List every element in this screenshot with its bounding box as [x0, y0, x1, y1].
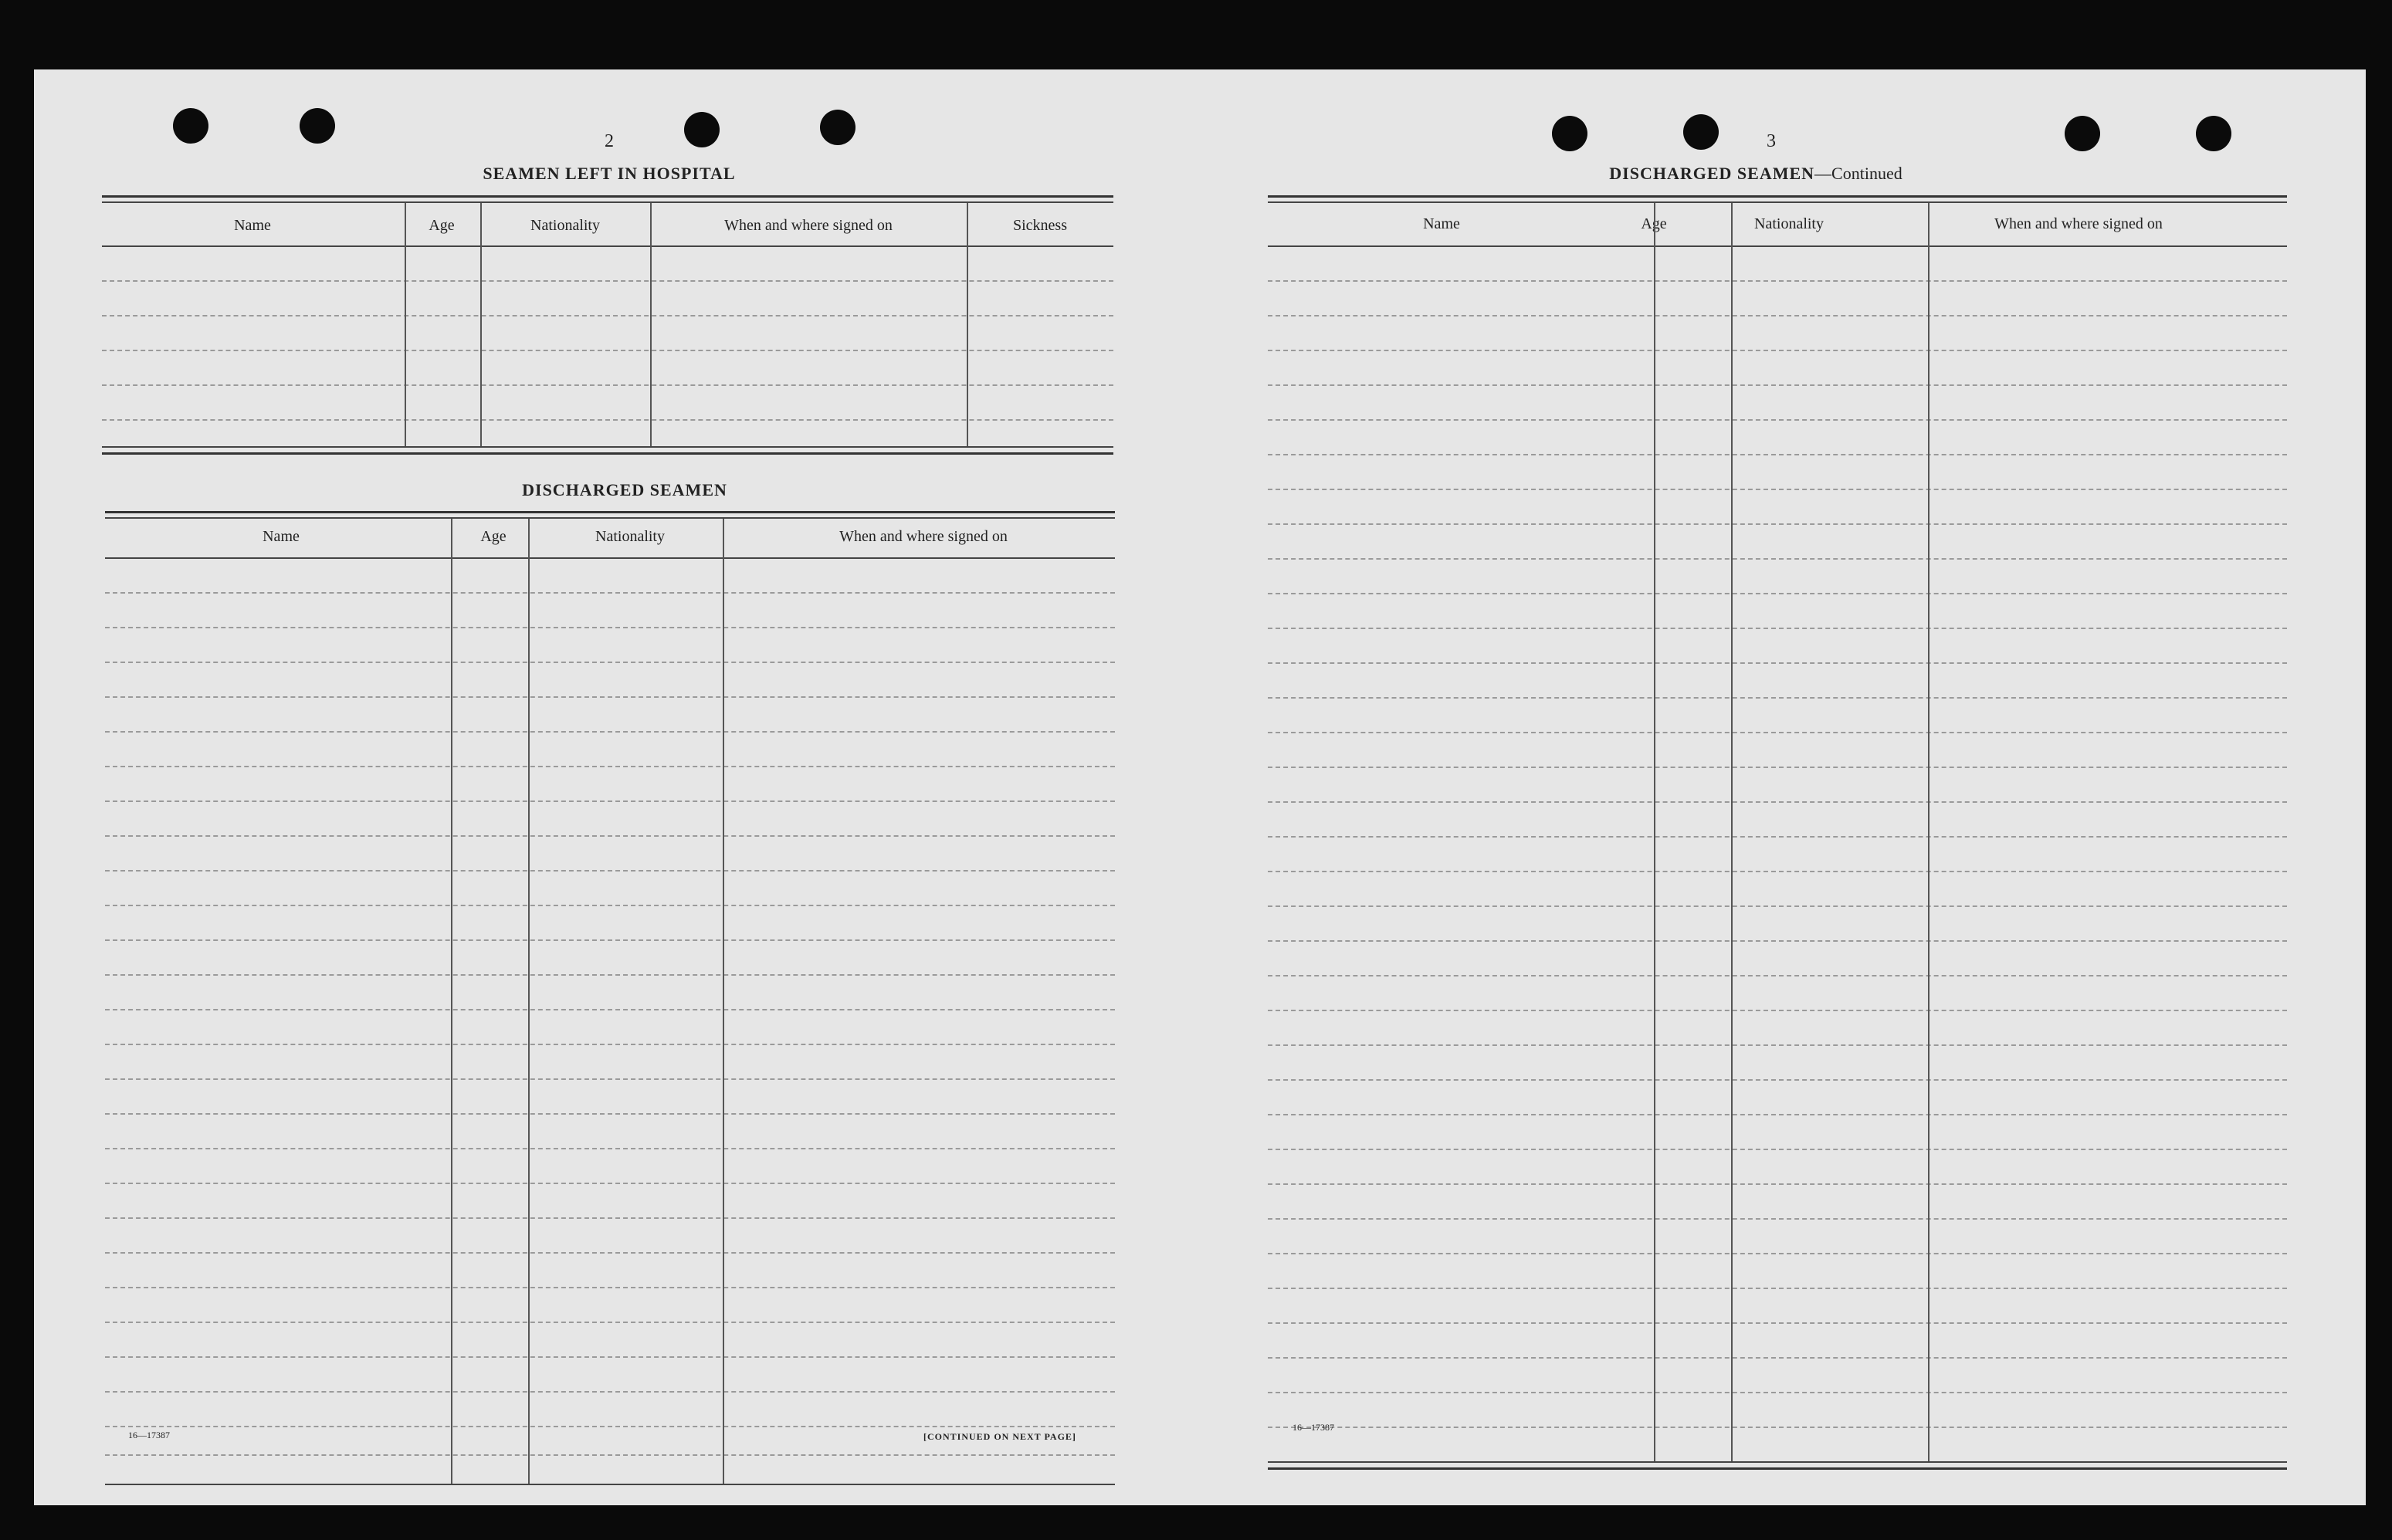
form-number-left: 16—17387	[128, 1430, 170, 1440]
column-header-age: Age	[480, 528, 507, 545]
column-header-nationality: Nationality	[595, 528, 665, 545]
discharged-section-title: DISCHARGED SEAMEN	[522, 480, 727, 499]
column-header-nationality: Nationality	[530, 217, 600, 234]
punch-hole	[2065, 116, 2100, 151]
column-header-signed-on: When and where signed on	[839, 528, 1008, 545]
punch-hole	[2196, 116, 2231, 151]
column-header-sickness: Sickness	[1013, 217, 1067, 234]
column-header-name: Name	[263, 528, 300, 545]
continued-on-next-page: [CONTINUED ON NEXT PAGE]	[923, 1431, 1076, 1442]
punch-hole	[300, 108, 335, 144]
column-header-signed-on: When and where signed on	[1994, 215, 2163, 232]
punch-hole	[1683, 114, 1719, 150]
discharged-continued-table	[1268, 195, 2287, 1492]
hospital-section-title: SEAMEN LEFT IN HOSPITAL	[483, 164, 736, 183]
punch-hole	[820, 110, 855, 145]
page-number-right: 3	[1767, 131, 1776, 151]
column-header-age: Age	[1641, 215, 1667, 232]
column-header-name: Name	[234, 217, 271, 234]
punch-hole	[1552, 116, 1587, 151]
form-sheet	[34, 69, 2366, 1505]
form-number-right: 16—17387	[1293, 1422, 1334, 1433]
page-number-left: 2	[605, 131, 614, 151]
discharged-continued-title-suffix: —Continued	[1814, 164, 1902, 183]
column-header-age: Age	[429, 217, 455, 234]
discharged-table	[105, 511, 1115, 1491]
punch-hole	[173, 108, 208, 144]
punch-hole	[684, 112, 720, 147]
discharged-continued-title-main: DISCHARGED SEAMEN	[1609, 164, 1815, 183]
column-header-signed-on: When and where signed on	[724, 217, 893, 234]
column-header-name: Name	[1423, 215, 1460, 232]
column-header-nationality: Nationality	[1754, 215, 1824, 232]
discharged-continued-title	[1609, 164, 1902, 184]
